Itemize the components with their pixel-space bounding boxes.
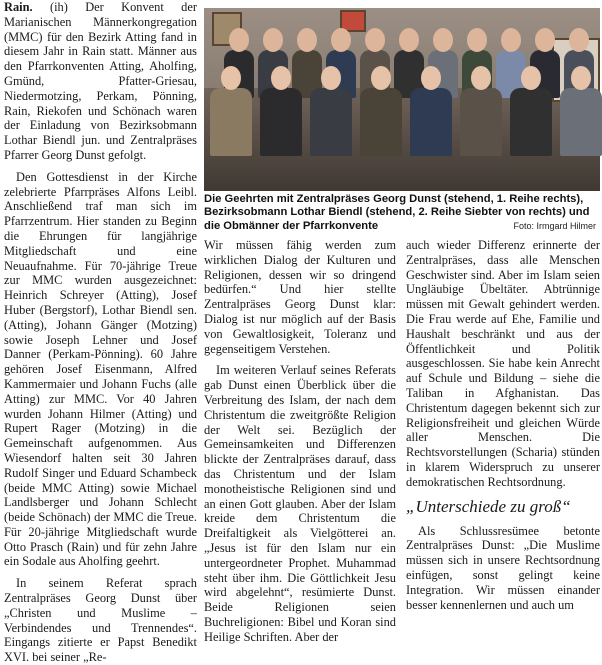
person-figure <box>260 66 302 156</box>
article-paragraph: Als Schlussresümee betonte Zentralpräses Dunst: „Die Muslime müssen sich in unsere Rechtsordnung einfügen, sonst gelingt keine Integration. Wir müssen einander besser kennenlernen und auch um <box>406 523 600 612</box>
person-body <box>210 88 252 156</box>
person-head <box>471 66 491 90</box>
article-paragraph: In seinem Referat sprach Zentralpräses Georg Dunst über „Christen und Muslime – Verbindendes und Trennendes“. Eingangs zitierte er Papst Benedikt XVI. bei seiner „Re- <box>4 576 197 665</box>
person-figure <box>210 66 252 156</box>
photo-caption: Die Geehrten mit Zentralpräses Georg Dunst (stehend, 1. Reihe rechts), Bezirksobmann Lothar Biendl (stehend, 2. Reihe Siebter von rechts) und die Obmänner der Pfarrkonvente <box>204 193 590 232</box>
person-head <box>297 28 317 52</box>
article-subheading: „Unterschiede zu groß“ <box>406 496 571 516</box>
article-paragraph: Im weiteren Verlauf seines Referats gab Dunst einen Überblick über die Verbreitung des Islam, der nach dem Christentum die zweitgrößte Religion der Welt sei. Bezüglich der Gemeinsamkeiten und Differenzen blickte der Zentralpräses darauf, dass das Christentum und der Islam monotheistische Religionen sind und an einen Gott glauben. Aber der Islam kreide dem Christentum die Dreifaltigkeit als Vielgötterei an. „Jesus ist für den Islam nur ein untergeordneter Prophet. Muhammad steht über ihm. Die Göttlichkeit Jesu wird abgelehnt“, resümierte Dunst. Beide Religionen seien Buchreligionen: Bibel und Koran sind Heilige Schriften. Aber der <box>204 363 396 644</box>
person-figure <box>510 66 552 156</box>
article-column-1 <box>4 0 197 665</box>
person-head <box>271 66 291 90</box>
person-head <box>365 28 385 52</box>
person-figure <box>460 66 502 156</box>
person-head <box>521 66 541 90</box>
person-figure <box>560 66 602 156</box>
person-body <box>360 88 402 156</box>
article-paragraph <box>4 0 197 163</box>
person-body <box>310 88 352 156</box>
person-body <box>510 88 552 156</box>
person-head <box>399 28 419 52</box>
person-head <box>331 28 351 52</box>
person-body <box>460 88 502 156</box>
article-dateline: Rain. <box>4 0 33 14</box>
person-body <box>410 88 452 156</box>
photo-credit: Foto: Irmgard Hilmer <box>513 221 596 231</box>
article-text: (ih) Der Konvent der Marianischen Männerkongregation (MMC) für den Bezirk Atting fand in diesem Jahr in Rain statt. Männer aus den Pfarrkonventen Atting, Aholfing, Gmünd, Pfatter-Griesau, Niedermotzing, Perkam, Pönning, Rain, Riekofen und Schönach waren der Einladung von Bezirksobmann Lothar Biendl jun. und Zentralpräses Pfarrer Georg Dunst gefolgt. <box>4 0 197 162</box>
person-head <box>571 66 591 90</box>
person-figure <box>410 66 452 156</box>
person-head <box>535 28 555 52</box>
article-paragraph: Den Gottesdienst in der Kirche zelebrierte Pfarrpräses Alfons Leibl. Anschließend traf man sich im Pfarrzentrum. Hier standen zu Beginn die Ehrungen für langjährige Mitgliedschaft und eine Neuaufnahme. Für 70-jährige Treue zur MMC wurden ausgezeichnet: Heinrich Schreyer (Atting), Josef Huber (Bergstorf), Lothar Biendl sen. (Atting), Johann Gänger (Motzing) sowie Joseph Lehner und Josef Danner (Perkam-Pönning). 60 Jahre gehören Josef Eisenmann, Alfred Kammermaier und Johann Fuchs (alle Atting) zur MMC. Vor 40 Jahren wurden Johann Hilmer (Atting) und Rupert Rager (Motzing) in die Gemeinschaft aufgenommen. Aus Wiesendorf halten seit 30 Jahren Rudolf Singer und Eduard Schambeck (beide MMC Atting) sowie Michael Landlsberger und Johann Schlecht (beide Schönach) der MMC die Treue. Für 20-jährige Mitgliedschaft wurde Otto Prasch (Rain) und für zehn Jahre ein Sodale aus Aholfing geehrt. <box>4 169 197 569</box>
person-figure <box>310 66 352 156</box>
person-head <box>433 28 453 52</box>
person-head <box>263 28 283 52</box>
person-head <box>371 66 391 90</box>
person-head <box>501 28 521 52</box>
person-figure <box>360 66 402 156</box>
article-paragraph: auch wieder Differenz erinnerte der Zentralpräses, dass alle Menschen Geschwister sind. Aber im Islam seien Ungläubige Übeltäter. Abtrünnige müssen mit Gewalt gehindert werden. Die Frau werde auf Ehe, Familie und Haushalt beschränkt und aus der Öffentlichkeit und Politik ausgeschlossen. Sie habe kein Anrecht auf Schule und Bildung – siehe die Taliban in Afghanistan. Das Christentum dagegen bekennt sich zur Religionsfreiheit und gleichen Würde aller Menschen. Die Rechtsvorstellungen (Scharia) stünden in klarem Widerspruch zu unserer demokratischen Rechtsordnung. <box>406 238 600 489</box>
person-head <box>321 66 341 90</box>
person-head <box>467 28 487 52</box>
person-head <box>229 28 249 52</box>
person-body <box>260 88 302 156</box>
person-head <box>421 66 441 90</box>
group-photo <box>204 8 600 191</box>
article-column-2 <box>204 238 396 644</box>
person-body <box>560 88 602 156</box>
article-paragraph: Wir müssen fähig werden zum wirklichen Dialog der Kulturen und Religionen, dessen wir so dringend bedürfen.“ Und hier stellte Zentralpräses Georg Dunst klar: Dialog ist nur möglich auf der Basis von Gewaltlosigkeit, Toleranz und gegenseitigem Verstehen. <box>204 238 396 356</box>
person-head <box>569 28 589 52</box>
person-head <box>221 66 241 90</box>
article-column-3 <box>406 238 600 612</box>
